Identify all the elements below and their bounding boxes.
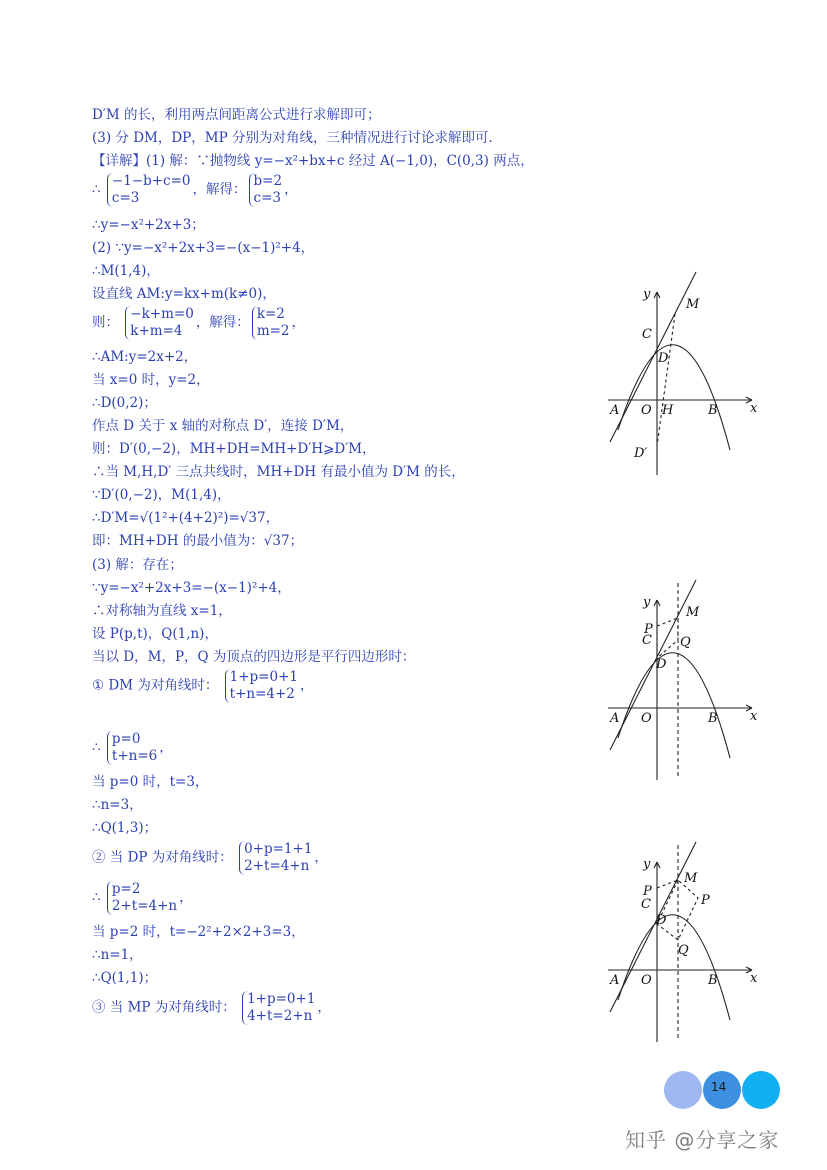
equation: 1+p=0+1 xyxy=(247,991,316,1007)
equation: c=3 xyxy=(111,190,140,206)
label-x: x xyxy=(750,709,758,724)
text-line: D′M 的长，利用两点间距离公式进行求解即可； xyxy=(92,107,381,123)
equation: t+n=4+2 xyxy=(229,686,295,702)
label-x: x xyxy=(750,971,758,986)
equation-system xyxy=(107,173,191,207)
text-line: (2) ∵y=−x²+2x+3=−(x−1)²+4， xyxy=(92,240,315,256)
label-o: O xyxy=(641,711,652,726)
label-m: M xyxy=(686,297,700,312)
equation: k=2 xyxy=(256,306,285,322)
line-am xyxy=(610,272,696,442)
text-suffix: ， xyxy=(159,739,173,756)
equation: k+m=4 xyxy=(130,323,183,339)
figure-2-diagram xyxy=(600,578,770,788)
text-prefix: ∴ xyxy=(92,181,101,198)
line-am xyxy=(610,580,696,750)
equation-system xyxy=(225,669,298,703)
label-y: y xyxy=(643,857,651,872)
equation-system xyxy=(252,306,290,340)
label-p: P xyxy=(643,884,652,899)
equation-system xyxy=(107,881,177,915)
equation-system-line xyxy=(92,731,173,765)
text-line: ∴n=3， xyxy=(92,797,143,813)
parabola-curve xyxy=(618,345,730,450)
text-line: (3) 分 DM，DP，MP 分别为对角线，三种情况进行讨论求解即可. xyxy=(92,130,493,146)
text-line: 则：D′(0,−2)，MH+DH=MH+D′H⩾D′M， xyxy=(92,441,376,457)
label-d: D xyxy=(658,351,669,366)
label-d-prime: D′ xyxy=(634,446,648,461)
equation-system-line xyxy=(92,881,193,915)
equation: 2+t=4+n xyxy=(244,858,310,874)
equation-system-line xyxy=(92,669,313,703)
label-b: B xyxy=(708,973,718,988)
text-suffix: ， xyxy=(291,314,306,331)
text-suffix: ， xyxy=(317,999,331,1016)
equation-system xyxy=(249,173,283,207)
parabola-curve xyxy=(618,915,730,1020)
label-m: M xyxy=(684,871,698,886)
text-line: ∴Q(1,1)； xyxy=(92,970,158,986)
label-a: A xyxy=(610,973,620,988)
equation: 0+p=1+1 xyxy=(244,841,313,857)
label-m: M xyxy=(686,605,700,620)
equation-system-line xyxy=(92,991,331,1025)
text-prefix: ② 当 DP 为对角线时： xyxy=(92,849,233,866)
equation-system xyxy=(242,991,315,1025)
text-prefix: ∴ xyxy=(92,739,101,756)
text-mid: ，解得： xyxy=(195,314,250,331)
label-b: B xyxy=(708,711,718,726)
equation: p=0 xyxy=(111,731,141,747)
figure-1-diagram xyxy=(600,270,770,480)
line-am xyxy=(610,842,696,1012)
text-prefix: ∴ xyxy=(92,889,101,906)
decor-circle-left xyxy=(664,1071,702,1109)
text-suffix: ， xyxy=(314,849,328,866)
text-line: 作点 D 关于 x 轴的对称点 D′，连接 D′M， xyxy=(92,418,354,434)
text-prefix: 则： xyxy=(92,314,119,331)
text-line: ∴D(0,2)； xyxy=(92,395,157,411)
equation: t+n=6 xyxy=(111,748,158,764)
text-line: 当以 D，M，P，Q 为顶点的四边形是平行四边形时： xyxy=(92,649,416,665)
equation: m=2 xyxy=(256,323,290,339)
figure-3-diagram xyxy=(600,840,770,1050)
text-suffix: ， xyxy=(299,677,314,694)
equation-system xyxy=(125,306,194,340)
equation-system-line xyxy=(92,173,298,207)
label-y: y xyxy=(643,595,651,610)
label-c: C xyxy=(642,327,652,342)
text-line: ∴y=−x²+2x+3； xyxy=(92,217,205,233)
equation-system xyxy=(239,841,312,875)
equation: b=2 xyxy=(253,173,283,189)
label-p: P xyxy=(644,622,653,637)
label-o: O xyxy=(641,403,652,418)
equation: p=2 xyxy=(111,881,141,897)
label-q: Q xyxy=(680,635,691,650)
label-c: C xyxy=(641,897,651,912)
text-line: (3) 解：存在； xyxy=(92,557,183,573)
text-line: ∴Q(1,3)； xyxy=(92,820,158,836)
label-d: D xyxy=(656,657,667,672)
text-line: ∴AM:y=2x+2， xyxy=(92,349,198,365)
text-prefix: ③ 当 MP 为对角线时： xyxy=(92,999,236,1016)
decor-circle-right xyxy=(742,1071,780,1109)
text-line: ∴当 M,H,D′ 三点共线时，MH+DH 有最小值为 D′M 的长， xyxy=(92,464,465,480)
text-line: ∴n=1， xyxy=(92,947,143,963)
text-line: 当 x=0 时，y=2， xyxy=(92,372,210,388)
text-line: 设直线 AM:y=kx+m(k≠0)， xyxy=(92,286,276,302)
text-suffix: ， xyxy=(284,181,298,198)
text-mid: ，解得： xyxy=(192,181,247,198)
equation: −1−b+c=0 xyxy=(111,173,191,189)
equation: 4+t=2+n xyxy=(247,1008,313,1024)
text-prefix: ① DM 为对角线时： xyxy=(92,677,219,694)
dashed-segment-dm xyxy=(657,314,675,446)
label-d: D xyxy=(656,913,667,928)
text-line: 设 P(p,t)，Q(1,n)， xyxy=(92,626,218,642)
equation: 2+t=4+n xyxy=(111,898,178,914)
text-line: ∵y=−x²+2x+3=−(x−1)²+4， xyxy=(92,580,291,596)
equation: −k+m=0 xyxy=(130,306,194,322)
text-line: ∴D′M=√(1²+(4+2)²)=√37， xyxy=(92,510,280,526)
page-number: 14 xyxy=(711,1080,727,1094)
parabola-curve xyxy=(618,653,730,758)
text-suffix: ， xyxy=(179,889,193,906)
equation-system-line xyxy=(92,841,328,875)
text-line: 【详解】(1) 解：∵抛物线 y=−x²+bx+c 经过 A(−1,0)，C(0,3) 两点， xyxy=(92,153,534,169)
label-a: A xyxy=(610,403,620,418)
equation: c=3 xyxy=(253,190,281,206)
label-y: y xyxy=(643,287,651,302)
equation-system xyxy=(107,731,157,765)
label-o: O xyxy=(641,973,652,988)
text-line: ∴M(1,4)， xyxy=(92,263,160,279)
equation-system-line xyxy=(92,306,305,340)
text-line: ∴对称轴为直线 x=1， xyxy=(92,603,232,619)
label-b: B xyxy=(708,403,718,418)
label-q: Q xyxy=(678,943,689,958)
equation: 1+p=0+1 xyxy=(229,669,298,685)
label-a: A xyxy=(610,711,620,726)
text-line: ∵D′(0,−2)，M(1,4)， xyxy=(92,487,231,503)
text-line: 即：MH+DH 的最小值为：√37； xyxy=(92,533,304,549)
label-p-right: P xyxy=(701,893,710,908)
watermark: 知乎 @分享之家 xyxy=(625,1128,780,1152)
label-h: H xyxy=(662,403,674,418)
label-x: x xyxy=(750,401,758,416)
text-line: 当 p=0 时，t=3， xyxy=(92,774,209,790)
label-c: C xyxy=(642,633,652,648)
text-line: 当 p=2 时，t=−2²+2×2+3=3， xyxy=(92,924,305,940)
